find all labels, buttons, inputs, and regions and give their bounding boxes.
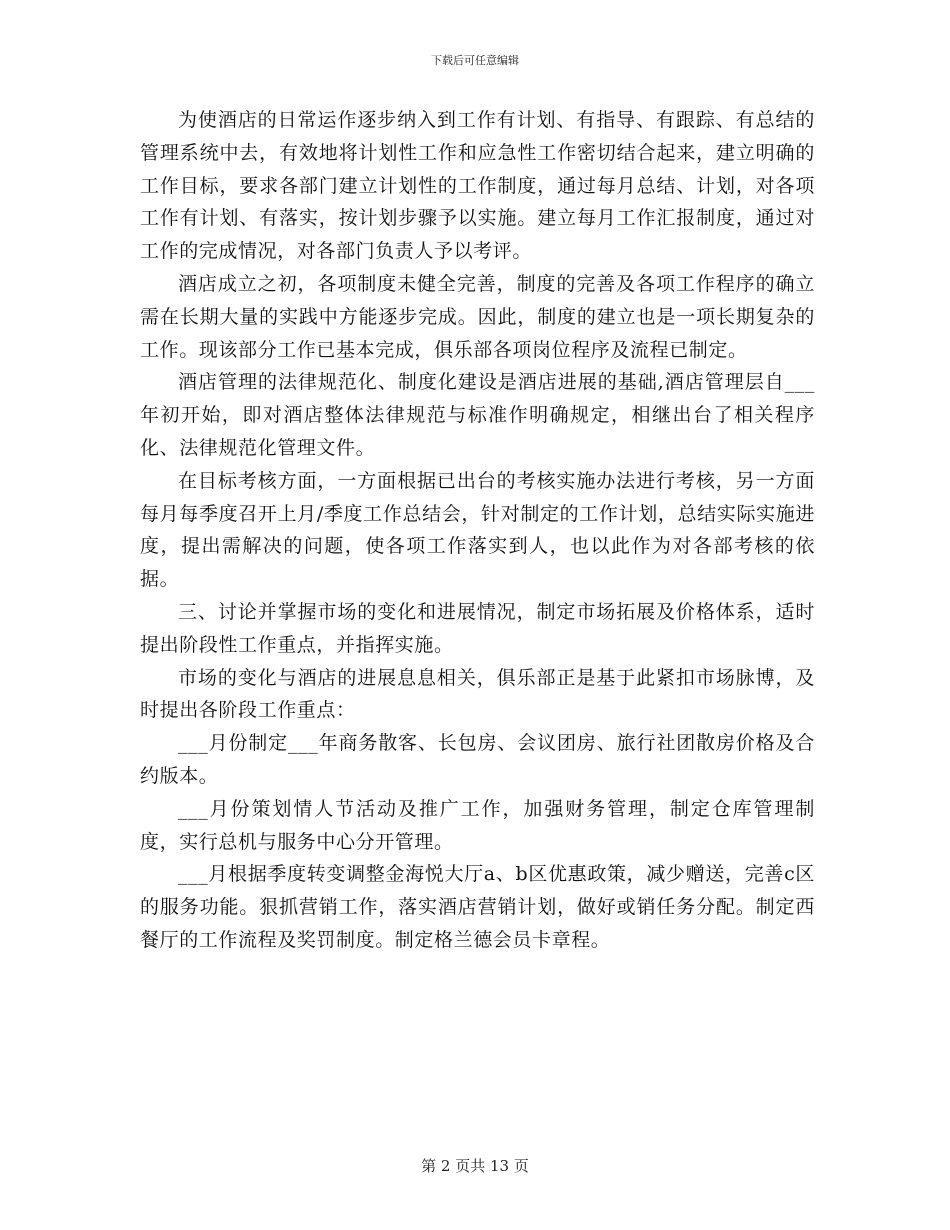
paragraph: 酒店管理的法律规范化、制度化建设是酒店进展的基础,酒店管理层自___年初开始，即对酒店整体法律规范与标准作明确规定，相继出台了相关程序化、法律规范化管理文件。	[140, 371, 815, 459]
paragraph: ___月份策划情人节活动及推广工作，加强财务管理，制定仓库管理制度，实行总机与服务中心分开管理。	[140, 797, 815, 853]
section-heading: 三、讨论并掌握市场的变化和进展情况，制定市场拓展及价格体系，适时提出阶段性工作重点，并指挥实施。	[140, 600, 815, 656]
paragraph: 在目标考核方面，一方面根据已出台的考核实施办法进行考核，另一方面每月每季度召开上月/季度工作总结会，针对制定的工作计划，总结实际实施进度，提出需解决的问题，使各项工作落实到人，也以此作为对各部考核的依据。	[140, 469, 815, 591]
paragraph: ___月根据季度转变调整金海悦大厅a、b区优惠政策，减少赠送，完善c区的服务功能。狠抓营销工作，落实酒店营销计划，做好或销任务分配。制定西餐厅的工作流程及奖罚制度。制定格兰德会员卡章程。	[140, 863, 815, 951]
paragraph: 酒店成立之初，各项制度未健全完善，制度的完善及各项工作程序的确立需在长期大量的实践中方能逐步完成。因此，制度的建立也是一项长期复杂的工作。现该部分工作已基本完成，俱乐部各项岗位程序及流程已制定。	[140, 272, 815, 361]
page-footer: 第 2 页共 13 页	[421, 1157, 529, 1175]
paragraph: 市场的变化与酒店的进展息息相关，俱乐部正是基于此紧扣市场脉博，及时提出各阶段工作重点：	[140, 666, 815, 722]
page-header: 下载后可任意编辑	[431, 54, 519, 67]
document-body	[140, 104, 815, 957]
paragraph: ___月份制定___年商务散客、长包房、会议团房、旅行社团散房价格及合约版本。	[140, 732, 815, 787]
paragraph: 为使酒店的日常运作逐步纳入到工作有计划、有指导、有跟踪、有总结的管理系统中去，有效地将计划性工作和应急性工作密切结合起来，建立明确的工作目标，要求各部门建立计划性的工作制度，通过每月总结、计划，对各项工作有计划、有落实，按计划步骤予以实施。建立每月工作汇报制度，通过对工作的完成情况，对各部门负责人予以考评。	[140, 109, 815, 263]
